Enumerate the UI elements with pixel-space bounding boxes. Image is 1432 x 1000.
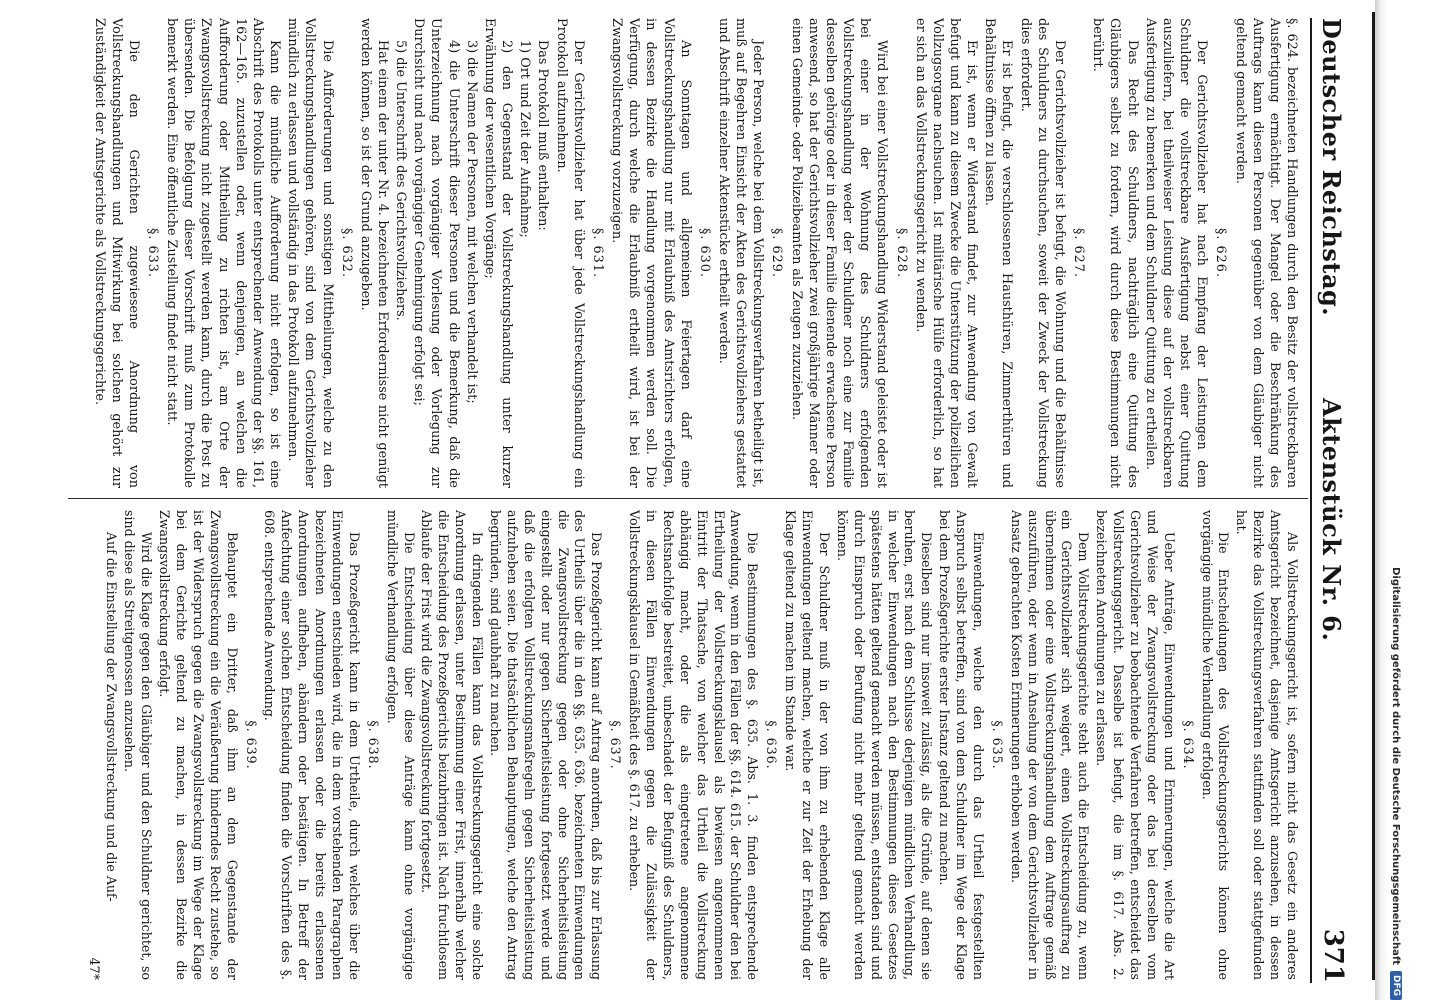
paragraph: Behauptet ein Dritter, daß ihm an dem Gegenstande der Zwangsvollstreckung ein die Veräußerung hinderndes Recht zustehe, so ist der Widerspruch gegen die Zwangsvollstreckung im Wege der Klage bei dem Gerichte geltend zu machen, in dessen Bezirke die Zwangsvollstreckung erfolgt. xyxy=(157,510,240,980)
section-heading: §. 634. xyxy=(1180,720,1196,770)
paragraph: Dieselben sind nur insoweit zulässig, als die Gründe, auf denen sie beruhen, erst nach dem Schlusse derjenigen mündlichen Verhandlung, in welcher Einwendungen nach den Bestimmungen dieses Gesetzes spätestens hätten geltend gemacht werden müssen, entstanden sind und durch Einspruch oder Berufung nicht mehr geltend gemacht werden können. xyxy=(834,510,935,980)
paragraph: Dem Vollstreckungsgerichte steht auch die Entscheidung zu, wenn ein Gerichtsvollzieher sich weigert, einen Vollstreckungsauftrag zu übernehmen oder eine Vollstreckungshandlung dem Auftrage gemäß auszuführen, oder wenn in Ansehung der von dem Gerichtsvollzieher in Ansatz gebrachten Kosten Erinnerungen erhoben werden. xyxy=(1008,510,1092,980)
paragraph: Der Gerichtsvollzieher hat über jede Vollstreckungshandlung ein Protokoll aufzunehmen. xyxy=(553,18,586,488)
paragraph: Kann die mündliche Aufforderung nicht erfolgen, so ist eine Abschrift des Protokolls unter entsprechender Anwendung der §§. 161, 162—165. zuzustellen oder, wenn denjenigen, an welchen die Aufforderung oder Mittheilung zu richten ist, am Orte der Zwangsvollstreckung nicht zugestellt werden kann, durch die Post zu übersenden. Die Befolgung dieser Vorschrift muß zum Protokolle bemerkt werden. Eine öffentliche Zustellung findet nicht statt. xyxy=(164,18,283,488)
paragraph: Er ist, wenn er Widerstand findet, zur Anwendung von Gewalt befugt und kann zu diesem Zwecke die Unterstützung der polizeilichen Vollzugsorgane nachsuchen. Ist militärische Hülfe erforderlich, so hat er sich an das Vollstreckungsgericht zu wenden. xyxy=(912,18,980,488)
rotated-page-content xyxy=(62,18,1372,983)
section-heading: §. 628. xyxy=(893,227,909,279)
paragraph: Der Gerichtsvollzieher ist befugt, die Wohnung und die Behältnisse des Schuldners zu durchsuchen, soweit der Zweck der Vollstreckung dies erfordert. xyxy=(1017,18,1067,488)
paragraph: Die den Gerichten zugewiesene Anordnung von Vollstreckungshandlungen und Mitwirkung bei solchen gehört zur Zuständigkeit der Amtsgerichte als Vollstreckungsgerichte. xyxy=(91,18,141,488)
page-header xyxy=(1316,18,1352,983)
section-heading: §. 631. xyxy=(589,227,605,279)
digitization-footer xyxy=(1382,0,1410,1000)
paragraph: Der Gerichtsvollzieher hat nach Empfang der Leistungen dem Schuldner die vollstreckbare Ausfertigung nebst einer Quittung auszuliefern, bei theilweiser Leistung diese auf der vollstreckbaren Ausfertigung zu bemerken und dem Schuldner Quittung zu ertheilen. xyxy=(1142,18,1210,488)
paragraph: Die Bestimmungen des §. 635. Abs. 1. 3. finden entsprechende Anwendung, wenn in den Fällen der §§. 614. 615. der Schuldner den bei Ertheilung der Vollstreckungsklausel als bewiesen angenommenen Eintritt der Thatsache, von welcher das Urtheil die Vollstreckung abhängig macht, oder die als eingetretene angenommene Rechtsnachfolge bestreitet, unbeschadet der Befugniß des Schuldners, in diesen Fällen Einwendungen gegen die Zulässigkeit der Vollstreckungsklausel in Gemäßheit des §. 617. zu erheben. xyxy=(627,510,761,980)
list-item: 2) den Gegenstand der Vollstreckungshandlung unter kurzer Erwähnung der wesentlichen Vorgänge; xyxy=(481,18,515,488)
paragraph: Auf die Einstellung der Zwangsvollstreckung und die Auf- xyxy=(104,532,120,902)
section-heading: §. 629. xyxy=(769,227,785,279)
signature-mark: 47* xyxy=(86,957,102,980)
paragraph: Ueber Anträge, Einwendungen und Erinnerungen, welche die Art und Weise der Zwangsvollstreckung oder das bei derselben vom Gerichtsvollzieher zu beobachtende Verfahren betreffen, entscheidet das Vollstreckungsgericht. Dasselbe ist befugt, die im §. 617. Abs. 2. bezeichneten Anordnungen zu erlassen. xyxy=(1094,510,1177,980)
paragraph: Die Aufforderungen und sonstigen Mittheilungen, welche zu den Vollstreckungshandlungen gehören, sind von dem Gerichtsvollzieher mündlich zu erlassen und vollständig in das Protokoll aufzunehmen. xyxy=(285,18,335,488)
paragraph: Hat einem der unter Nr. 4. bezeichneten Erfordernisse nicht genügt werden können, so ist der Grund anzugeben. xyxy=(357,18,391,488)
header-document-number: Aktenstück Nr. 6. xyxy=(1317,398,1346,642)
header-rule xyxy=(1310,18,1312,983)
section-heading: §. 633. xyxy=(145,227,160,279)
page-edge-line xyxy=(1372,12,1375,980)
paragraph: Wird die Klage gegen den Gläubiger und den Schuldner gerichtet, so sind diese als Streitgenossen anzusehen. xyxy=(122,510,155,980)
paragraph: Die Entscheidung über diese Anträge kann ohne vorgängige mündliche Verhandlung erfolgen. xyxy=(384,510,417,980)
paragraph: Das Protokoll muß enthalten: xyxy=(535,40,551,231)
page-number: 371 xyxy=(1318,928,1348,983)
section-heading: §. 632. xyxy=(338,227,354,279)
paragraph: §. 624. bezeichneten Handlungen durch den Besitz der vollstreckbaren Ausfertigung ermächtigt. Der Mangel oder die Beschränkung des Auftrags kann diesen Personen gegenüber von dem Gläubiger nicht geltend gemacht werden. xyxy=(1232,18,1299,488)
header-title-left: Deutscher Reichstag. xyxy=(1317,18,1346,317)
list-item: 3) die Namen der Personen, mit welchen verhandelt ist; xyxy=(463,40,479,404)
column-divider xyxy=(68,498,1308,499)
paragraph: Jeder Person, welche bei dem Vollstreckungsverfahren betheiligt ist, muß auf Begehren Einsicht der Akten des Gerichtsvollziehers gestattet und Abschrift einzelner Aktenstücke ertheilt werden. xyxy=(716,18,766,488)
section-heading: §. 635. xyxy=(989,720,1005,770)
paragraph: Als Vollstreckungsgericht ist, sofern nicht das Gesetz ein anderes Amtsgericht bezeichnet, dasjenige Amtsgericht anzusehen, in dessen Bezirke das Vollstreckungsverfahren stattfinden soll oder stattgefunden hat. xyxy=(1234,510,1300,980)
paragraph: Die Entscheidungen des Vollstreckungsgerichts können ohne vorgängige mündliche Verhandlung erfolgen. xyxy=(1199,510,1232,980)
left-column xyxy=(89,18,1300,488)
paragraph: Der Schuldner muß in der von ihm zu erhebenden Klage alle Einwendungen geltend machen, welche er zur Zeit der Erhebung der Klage geltend zu machen im Stande war. xyxy=(783,510,832,980)
dfg-logo: DFG xyxy=(1390,971,1402,1000)
paragraph: Wird bei einer Vollstreckungshandlung Widerstand geleistet oder ist bei einer in der Wohnung des Schuldners erfolgenden Vollstreckungshandlung weder der Schuldner noch eine zur Familie desselben gehörige oder in dieser Familie dienende erwachsene Person anwesend, so hat der Gerichtsvollzieher zwei großjährige Männer oder einen Gemeinde- oder Polizeibeamten als Zeugen zuzuziehen. xyxy=(788,18,890,488)
paragraph: Einwendungen, welche den durch das Urtheil festgestellten Anspruch selbst betreffen, sind von dem Schuldner im Wege der Klage bei dem Prozeßgerichte erster Instanz geltend zu machen. xyxy=(937,510,986,980)
section-heading: §. 630. xyxy=(696,227,712,279)
paragraph: An Sonntagen und allgemeinen Feiertagen darf eine Vollstreckungshandlung nur mit Erlaubniß des Amtsrichters erfolgen, in dessen Bezirke die Handlung vorgenommen werden soll. Die Verfügung, durch welche die Erlaubniß ertheilt wird, ist bei der Zwangsvollstreckung vorzuzeigen. xyxy=(609,18,693,488)
digitization-note: Digitalisierung gefördert durch die Deutsche Forschungsgemeinschaft xyxy=(1390,567,1402,965)
section-heading: §. 639. xyxy=(243,720,259,770)
paragraph: Das Prozeßgericht kann auf Antrag anordnen, daß bis zur Erlassung des Urtheils über die in den §§. 635. 636. bezeichneten Einwendungen die Zwangsvollstreckung gegen oder ohne Sicherheitsleistung eingestellt oder nur gegen Sicherheitsleistung fortgesetzt werde und daß die erfolgten Vollstreckungsmaßregeln gegen Sicherheitsleistung aufzuheben seien. Die thatsächlichen Behauptungen, welche den Antrag begründen, sind glaubhaft zu machen. xyxy=(488,510,605,980)
paragraph: Das Prozeßgericht kann in dem Urtheile, durch welches über die Einwendungen entschieden wird, die in dem vorstehenden Paragraphen bezeichneten Anordnungen erlassen oder die bereits erlassenen Anordnungen aufheben, abändern oder bestätigen. In Betreff der Anfechtung einer solchen Entscheidung finden die Vorschriften des §. 608. entsprechende Anwendung. xyxy=(262,510,362,980)
section-heading: §. 626. xyxy=(1213,227,1229,279)
paragraph: In dringenden Fällen kann das Vollstreckungsgericht eine solche Anordnung erlassen, unter Bestimmung einer Frist, innerhalb welcher die Entscheidung des Prozeßgerichts beizubringen ist. Nach fruchtlosem Ablaufe der Frist wird die Zwangsvollstreckung fortgesetzt. xyxy=(419,510,486,980)
section-heading: §. 636. xyxy=(764,720,780,770)
section-heading: §. 627. xyxy=(1071,227,1087,279)
right-column xyxy=(85,510,1300,980)
section-heading: §. 638. xyxy=(365,720,381,770)
list-item: 4) die Unterschrift dieser Personen und die Bemerkung, daß die Unterzeichnung nach vorgängiger Vorlesung oder Vorlegung zur Durchsicht und nach vorgängiger Genehmigung erfolgt sei; xyxy=(411,18,461,488)
section-heading: §. 637. xyxy=(608,720,624,770)
list-item: 5) die Unterschrift des Gerichtsvollziehers. xyxy=(393,40,409,321)
paragraph: Er ist befugt, die verschlossenen Hausthüren, Zimmerthüren und Behältnisse öffnen zu lassen. xyxy=(982,18,1015,488)
paragraph: Das Recht des Schuldners, nachträglich eine Quittung des Gläubigers selbst zu fordern, wird durch diese Bestimmungen nicht berührt. xyxy=(1090,18,1140,488)
list-item: 1) Ort und Zeit der Aufnahme; xyxy=(517,40,533,238)
